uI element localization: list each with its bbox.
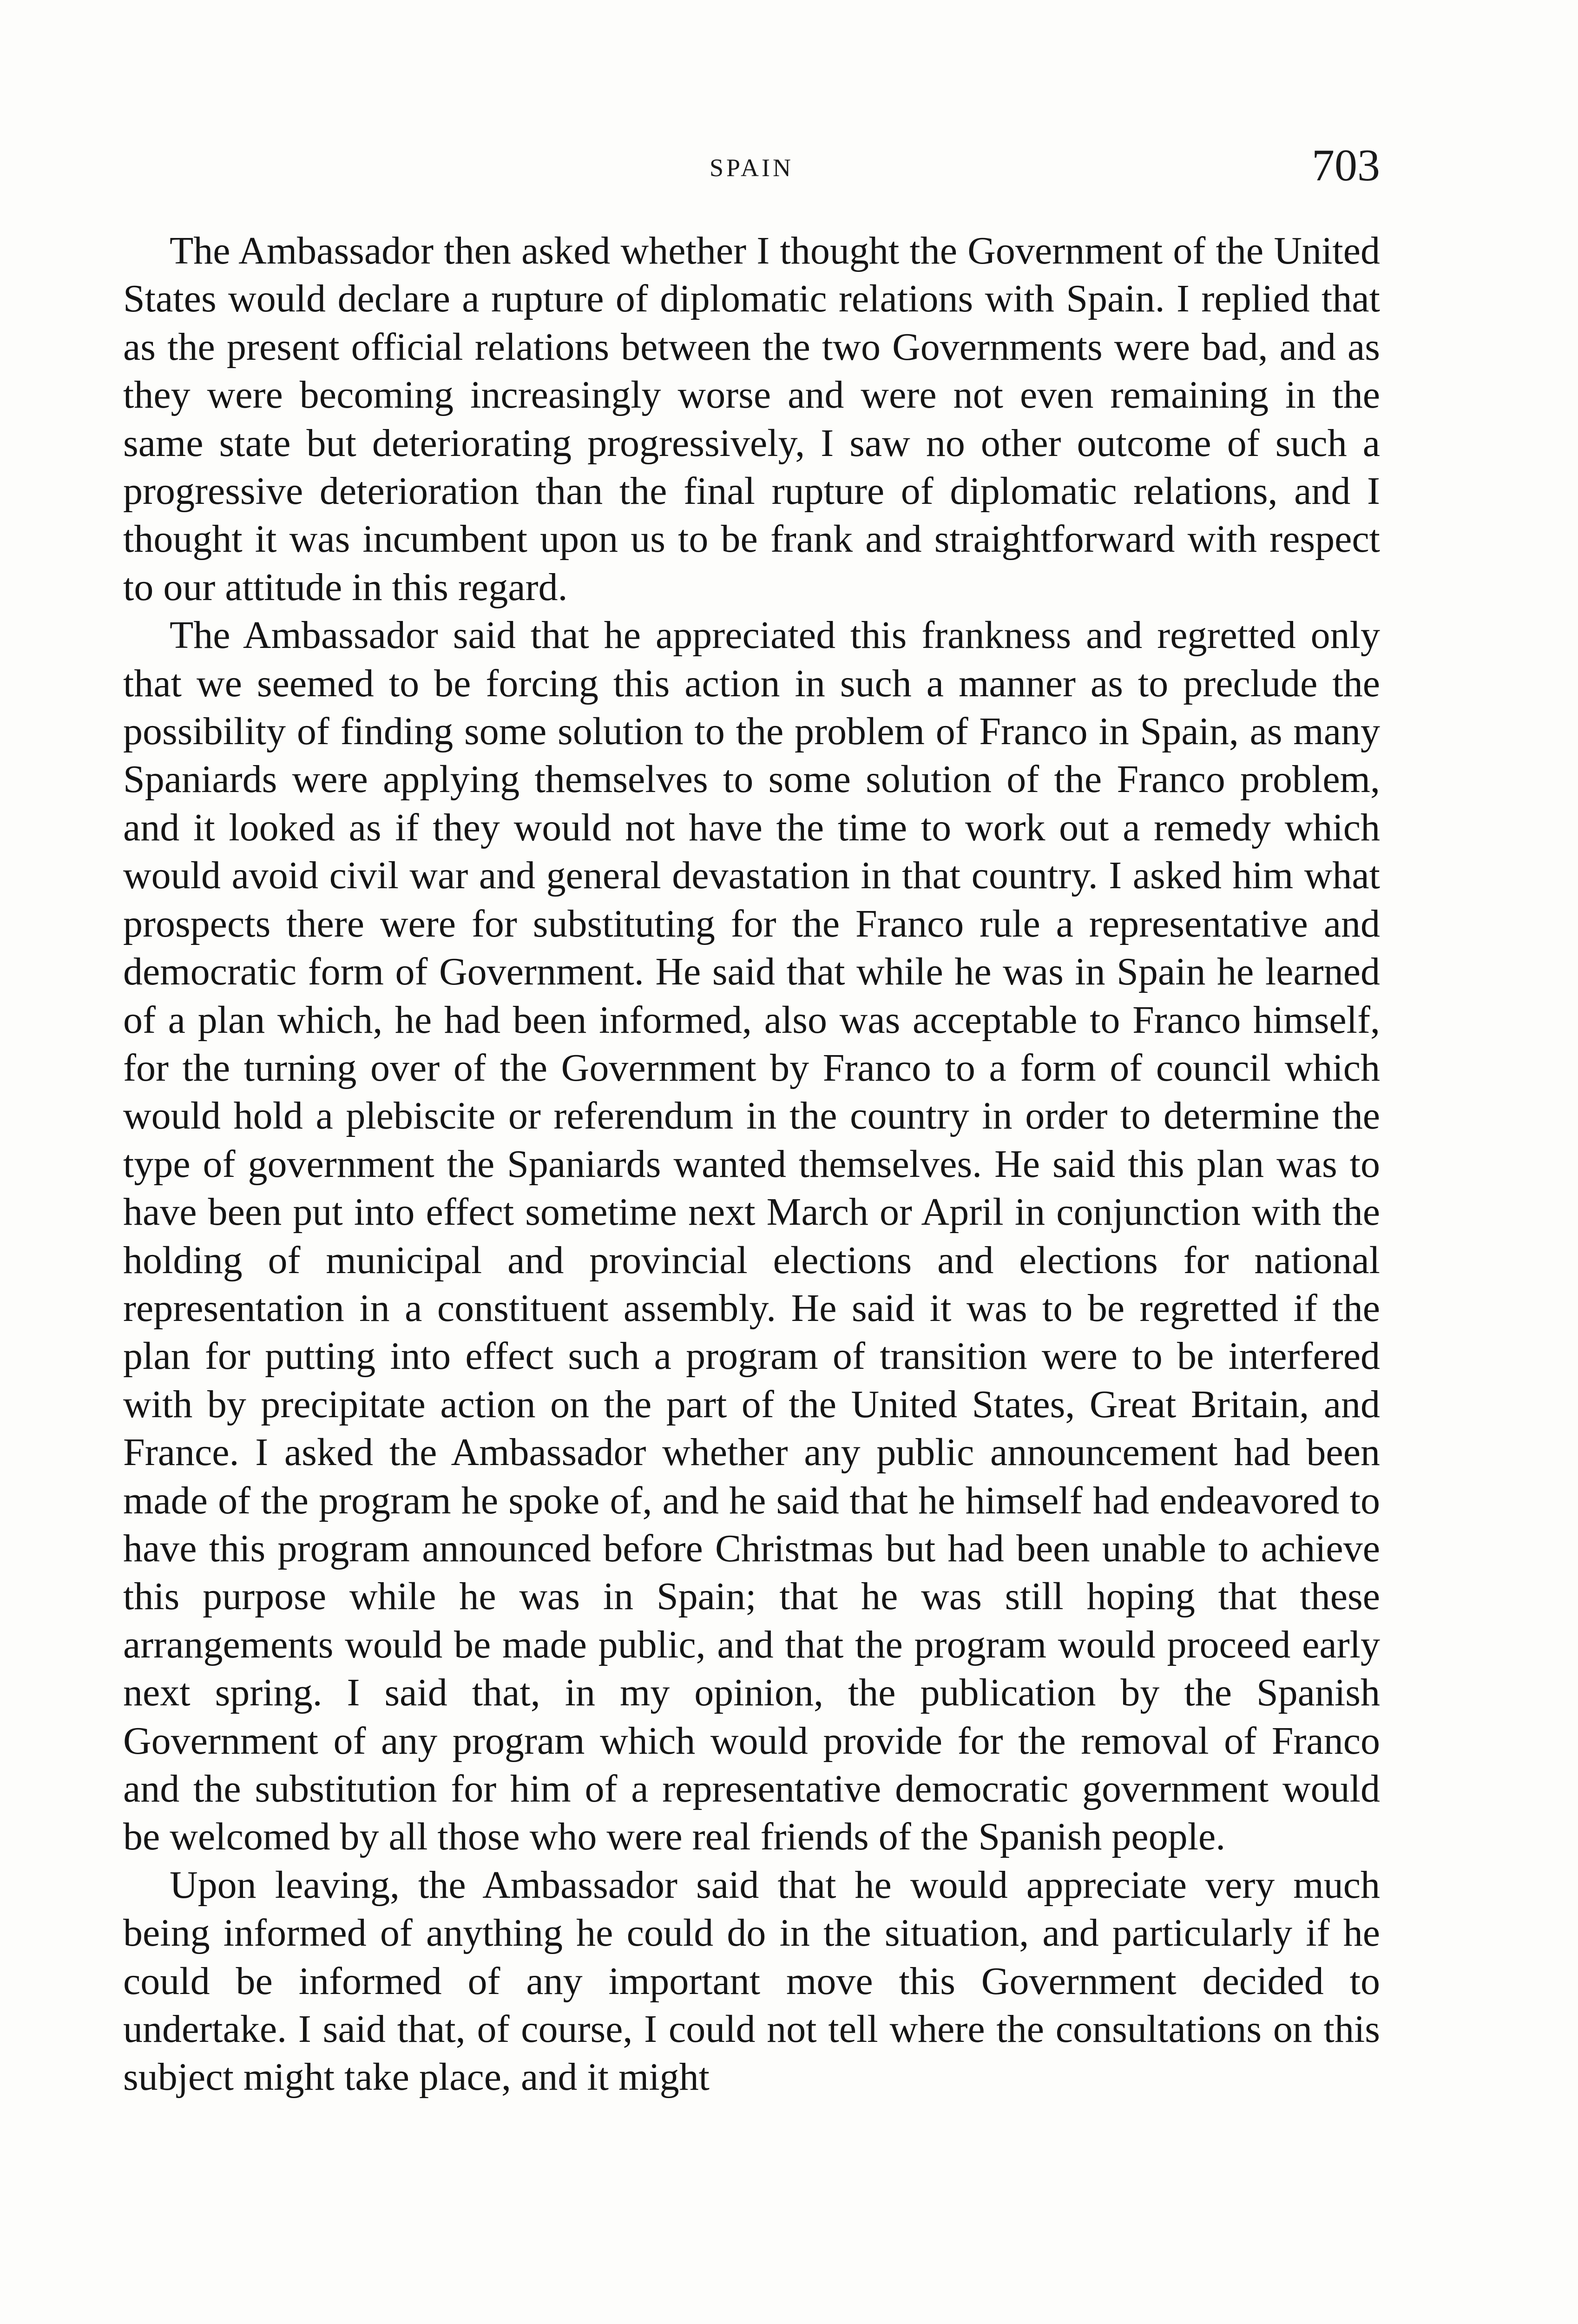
section-title: SPAIN	[709, 154, 794, 182]
body-text	[123, 227, 1380, 2101]
running-head	[123, 139, 1380, 200]
paragraph: The Ambassador then asked whether I thought the Government of the United States would declare a rupture of diplomatic relations with Spain. I replied that as the present official relations between the two Governments were bad, and as they were becoming increasingly worse and were not even remaining in the same state but deteriorating progressively, I saw no other outcome of such a progressive deterioration than the final rupture of diplomatic relations, and I thought it was incumbent upon us to be frank and straightforward with respect to our attitude in this regard.	[123, 229, 1380, 609]
paragraph: The Ambassador said that he appreciated this frankness and regretted only that we seemed to be forcing this action in such a manner as to preclude the possibility of finding some solution to the problem of Franco in Spain, as many Spaniards were applying themselves to some solution of the Franco problem, and it looked as if they would not have the time to work out a remedy which would avoid civil war and general devastation in that country. I asked him what prospects there were for substituting for the Franco rule a representative and democratic form of Government. He said that while he was in Spain he learned of a plan which, he had been informed, also was acceptable to Franco himself, for the turning over of the Government by Franco to a form of council which would hold a plebiscite or referendum in the country in order to determine the type of government the Spaniards wanted themselves. He said this plan was to have been put into effect sometime next March or April in conjunction with the holding of municipal and provincial elections and elections for national representation in a constituent assembly. He said it was to be regretted if the plan for putting into effect such a program of transition were to be interfered with by precipitate action on the part of the United States, Great Britain, and France. I asked the Ambassador whether any public announcement had been made of the program he spoke of, and he said that he himself had endeavored to have this program announced before Christmas but had been unable to achieve this purpose while he was in Spain; that he was still hoping that these arrangements would be made public, and that the program would proceed early next spring. I said that, in my opinion, the publication by the Spanish Government of any program which would provide for the removal of Franco and the substitution for him of a representative democratic government would be welcomed by all those who were real friends of the Spanish people.	[123, 614, 1380, 1859]
paragraph: Upon leaving, the Ambassador said that he would appreciate very much being informed of anything he could do in the situation, and particularly if he could be informed of any important move this Government decided to undertake. I said that, of course, I could not tell where the consultations on this subject might take place, and it might	[123, 1863, 1380, 2099]
page-number: 703	[1312, 140, 1380, 191]
